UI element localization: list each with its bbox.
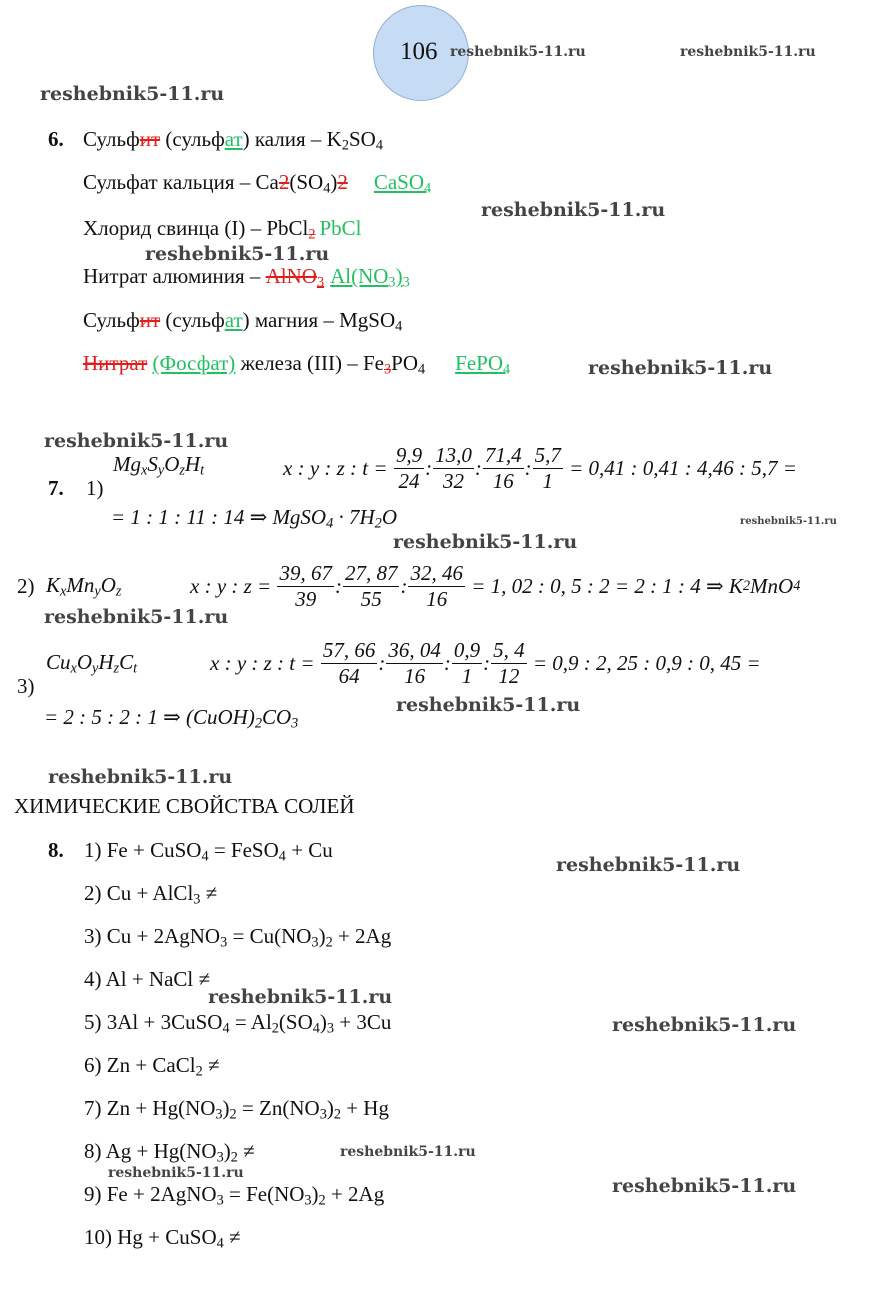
fraction: $\frac{5,7}{1}$ bbox=[534, 443, 561, 493]
fraction: 27, 87 55 bbox=[344, 561, 398, 611]
watermark: reshebnik5-11.ru bbox=[393, 531, 578, 553]
reaction: 5) 3Al + 3CuSO$_4$ = $Al_2(SO_4)_3 + 3Cu$ bbox=[84, 1010, 392, 1037]
reaction: 10) Hg + CuSO$_4$ ≠ bbox=[84, 1225, 241, 1252]
watermark: reshebnik5-11.ru bbox=[108, 1165, 244, 1181]
formula: $K_xMn_yO_z$ bbox=[46, 573, 122, 600]
fraction: $\frac{32, 46}{16}$ bbox=[410, 561, 463, 611]
correction: CaSO$_4$ bbox=[373, 170, 432, 197]
fraction: $\frac{57, 66}{64}$ bbox=[322, 638, 376, 688]
watermark: reshebnik5-11.ru bbox=[40, 83, 225, 105]
watermark: reshebnik5-11.ru bbox=[450, 44, 586, 60]
part-label: 2) bbox=[17, 574, 35, 598]
watermark: reshebnik5-11.ru bbox=[612, 1175, 797, 1197]
watermark: reshebnik5-11.ru bbox=[740, 516, 837, 527]
part-label: 3) bbox=[17, 674, 35, 698]
task6-line: Сульфат кальция – $Ca2(SO_4)2$ CaSO$_4$ bbox=[83, 170, 432, 197]
equation: x : y : z = $\frac{39, 67}{39}$ : 27, 87 55 : $\frac{32, 46}{16}$ = 1, 02 : 0, 5 : 2 = 2 : 1 : 4 ⇒ K 2 MnO 4 bbox=[190, 561, 801, 611]
watermark: reshebnik5-11.ru bbox=[556, 854, 741, 876]
fraction: $\frac{39, 67}{39}$ bbox=[279, 561, 332, 611]
fraction: 13,0 32 bbox=[435, 443, 472, 493]
watermark: reshebnik5-11.ru bbox=[612, 1014, 797, 1036]
equation-continued: = 2 : 5 : 2 : 1 ⇒ $(CuOH)_2CO_3$ bbox=[44, 705, 299, 732]
task-number: 8. bbox=[48, 838, 64, 862]
watermark: reshebnik5-11.ru bbox=[588, 357, 773, 379]
formula: $Cu_xO_yH_zC_t$ bbox=[46, 650, 138, 677]
page-number: 106 bbox=[400, 38, 438, 65]
equation: x : y : z : t = $\frac{57, 66}{64}$ : 36, 04 16 : 0,9 1 : $\frac{5, 4}{12}$ = 0,9 : 2, 25 : 0,9 : 0, 45 = bbox=[210, 638, 761, 688]
watermark: reshebnik5-11.ru bbox=[208, 986, 393, 1008]
task6-line: Хлорид свинца (I) – PbCl$_2$ PbCl bbox=[83, 216, 362, 243]
watermark: reshebnik5-11.ru bbox=[340, 1144, 476, 1160]
task6-line: Нитрат (Фосфат) железа $(III) - Fe_3PO_4$ FePO$_4$ bbox=[83, 351, 511, 378]
watermark: reshebnik5-11.ru bbox=[396, 694, 581, 716]
equation-continued: = 1 : 1 : 11 : 14 ⇒ MgSO$_4$ · $7H_2O$ bbox=[111, 505, 397, 532]
equation: x : y : z : t = $\frac{9,9}{24}$ : 13,0 32 : 71,4 16 : $\frac{5,7}{1}$ = 0,41 : 0,41 : 4,46 : 5,7 = bbox=[283, 443, 797, 493]
task6-line: Нитрат алюминия – AlNO$_3$ $Al(NO_3)_3$ bbox=[83, 264, 410, 291]
task6-line: Сульфит (сульфат) калия – $K_2SO_4$ bbox=[83, 127, 383, 154]
fraction: 36, 04 16 bbox=[388, 638, 441, 688]
task-number: 6. bbox=[48, 127, 64, 151]
task-number: 7. bbox=[48, 476, 64, 500]
part-label: 1) bbox=[86, 476, 104, 500]
fraction: 71,4 16 bbox=[484, 443, 522, 493]
reaction: 4) Al + NaCl ≠ bbox=[84, 967, 211, 991]
section-title: ХИМИЧЕСКИЕ СВОЙСТВА СОЛЕЙ bbox=[14, 794, 355, 818]
watermark: reshebnik5-11.ru bbox=[44, 430, 229, 452]
reaction: 7) $Zn + Hg(NO_3)_2 = Zn(NO_3)_2 + Hg$ bbox=[84, 1096, 389, 1123]
fraction: 0,9 1 bbox=[453, 638, 481, 688]
watermark: reshebnik5-11.ru bbox=[48, 766, 233, 788]
reaction: 1) Fe + CuSO$_4$ = FeSO$_4$ + Cu bbox=[84, 838, 333, 865]
reaction: 3) Cu + 2AgNO$_3$ = $Cu(NO_3)_2 + 2Ag$ bbox=[84, 924, 392, 951]
fraction: $\frac{9,9}{24}$ bbox=[395, 443, 423, 493]
fraction: $\frac{5, 4}{12}$ bbox=[493, 638, 525, 688]
watermark: reshebnik5-11.ru bbox=[44, 606, 229, 628]
reaction: 9) Fe + 2AgNO$_3$ = $Fe(NO_3)_2 + 2Ag$ bbox=[84, 1182, 385, 1209]
watermark: reshebnik5-11.ru bbox=[481, 199, 666, 221]
reaction: 6) Zn + CaCl$_2$ ≠ bbox=[84, 1053, 220, 1080]
watermark: reshebnik5-11.ru bbox=[680, 44, 816, 60]
task6-line: Сульфит (сульфат) магния – MgSO$_4$ bbox=[83, 308, 403, 335]
watermark: reshebnik5-11.ru bbox=[145, 243, 330, 265]
formula: $Mg_xS_yO_zH_t$ bbox=[113, 452, 205, 479]
reaction: 8) $Ag + Hg(NO_3)_2$ ≠ bbox=[84, 1139, 255, 1166]
reaction: 2) Cu + AlCl$_3$ ≠ bbox=[84, 881, 218, 908]
